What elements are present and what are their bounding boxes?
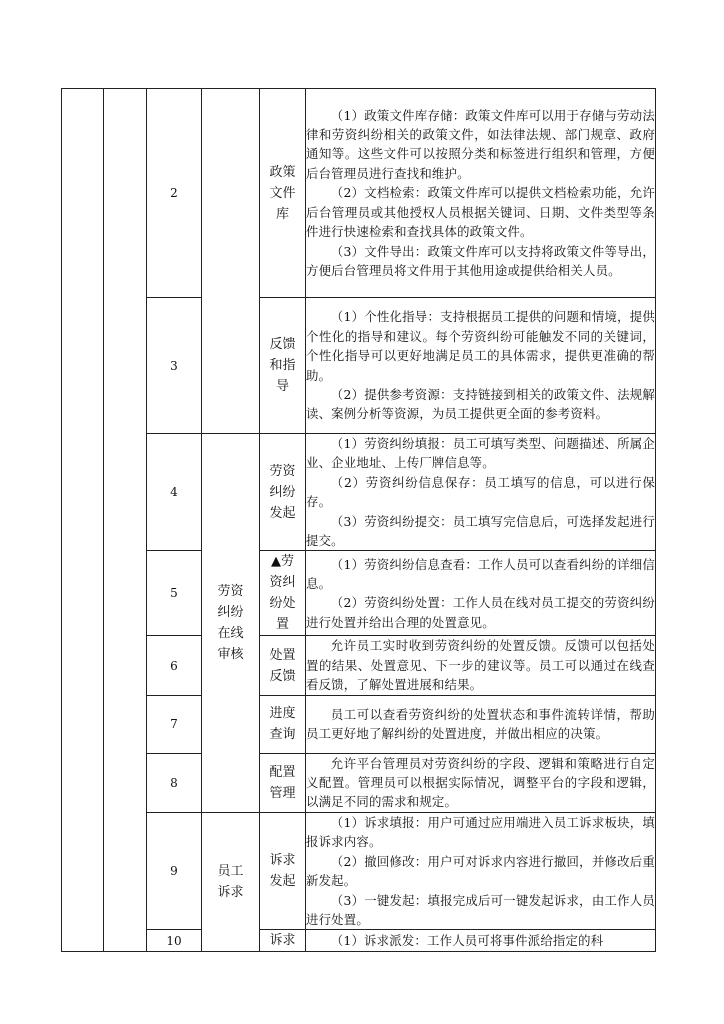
row-number: 3 [147,298,202,434]
function-name: 诉求 [260,930,306,952]
function-description: 允许员工实时收到劳资纠纷的处置反馈。反馈可以包括处置的结果、处置意见、下一步的建议等。员工可以通过在线查看反馈，了解处置进展和结果。 [306,636,656,695]
function-description: 允许平台管理员对劳资纠纷的字段、逻辑和策略进行自定义配置。管理员可以根据实际情况，调整平台的字段和逻辑，以满足不同的需求和规定。 [306,753,656,812]
row-number: 10 [147,930,202,952]
group-label-employee-appeal: 员工 诉求 [202,812,260,951]
function-description: （1）劳资纠纷信息查看：工作人员可以查看纠纷的详细信息。 （2）劳资纠纷处置：工作人员在线对员工提交的劳资纠纷进行处置并给出合理的处置意见。 [306,551,656,636]
table-row [62,298,656,434]
requirements-table [61,88,656,952]
row-number: 2 [147,89,202,298]
function-name: ▲劳 资纠 纷处 置 [260,551,306,636]
function-name: 处置 反馈 [260,636,306,695]
group-cell-empty [202,89,260,434]
function-name: 劳资 纠纷 发起 [260,434,306,551]
row-number: 5 [147,551,202,636]
table-row [62,434,656,551]
table-row [62,930,656,952]
function-description: 员工可以查看劳资纠纷的处置状态和事件流转详情，帮助员工更好地了解纠纷的处置进度，并做出相应的决策。 [306,695,656,753]
table-row [62,551,656,636]
function-description: （1）个性化指导：支持根据员工提供的问题和情境，提供个性化的指导和建议。每个劳资纠纷可能触发不同的关键词，个性化指导可以更好地满足员工的具体需求，提供更准确的帮助。 （2）提供参考资源：支持链接到相关的政策文件、法规解读、案例分析等资源，为员工提供更全面的参考资料。 [306,298,656,434]
function-name: 政策 文件 库 [260,89,306,298]
row-number: 9 [147,812,202,929]
table-row [62,753,656,812]
group-label-dispute-review: 劳资 纠纷 在线 审核 [202,434,260,813]
table-row [62,636,656,695]
row-number: 7 [147,695,202,753]
row-number: 6 [147,636,202,695]
function-name: 诉求 发起 [260,812,306,929]
function-description: （1）诉求填报：用户可通过应用端进入员工诉求板块，填报诉求内容。 （2）撤回修改：用户可对诉求内容进行撤回，并修改后重新发起。 （3）一键发起：填报完成后可一键发起诉求，由工作人员进行处置。 [306,812,656,929]
function-name: 配置 管理 [260,753,306,812]
function-name: 进度 查询 [260,695,306,753]
function-description: （1）政策文件库存储：政策文件库可以用于存储与劳动法律和劳资纠纷相关的政策文件，如法律法规、部门规章、政府通知等。这些文件可以按照分类和标签进行组织和管理，方便后台管理员进行查找和维护。 （2）文档检索：政策文件库可以提供文档检索功能，允许后台管理员或其他授权人员根据关键词、日期、文件类型等条件进行快速检索和查找具体的政策文件。 （3）文件导出：政策文件库可以支持将政策文件等导出，方便后台管理员将文件用于其他用途或提供给相关人员。 [306,89,656,298]
function-description: （1）诉求派发：工作人员可将事件派给指定的科 [306,930,656,952]
blank-column-1 [62,89,104,952]
row-number: 4 [147,434,202,551]
row-number: 8 [147,753,202,812]
table-row [62,89,656,298]
function-name: 反馈 和指 导 [260,298,306,434]
table-row [62,812,656,929]
table-row [62,695,656,753]
blank-column-2 [104,89,147,952]
function-description: （1）劳资纠纷填报：员工可填写类型、问题描述、所属企业、企业地址、上传厂牌信息等。 （2）劳资纠纷信息保存：员工填写的信息，可以进行保存。 （3）劳资纠纷提交：员工填写完信息后，可选择发起进行提交。 [306,434,656,551]
